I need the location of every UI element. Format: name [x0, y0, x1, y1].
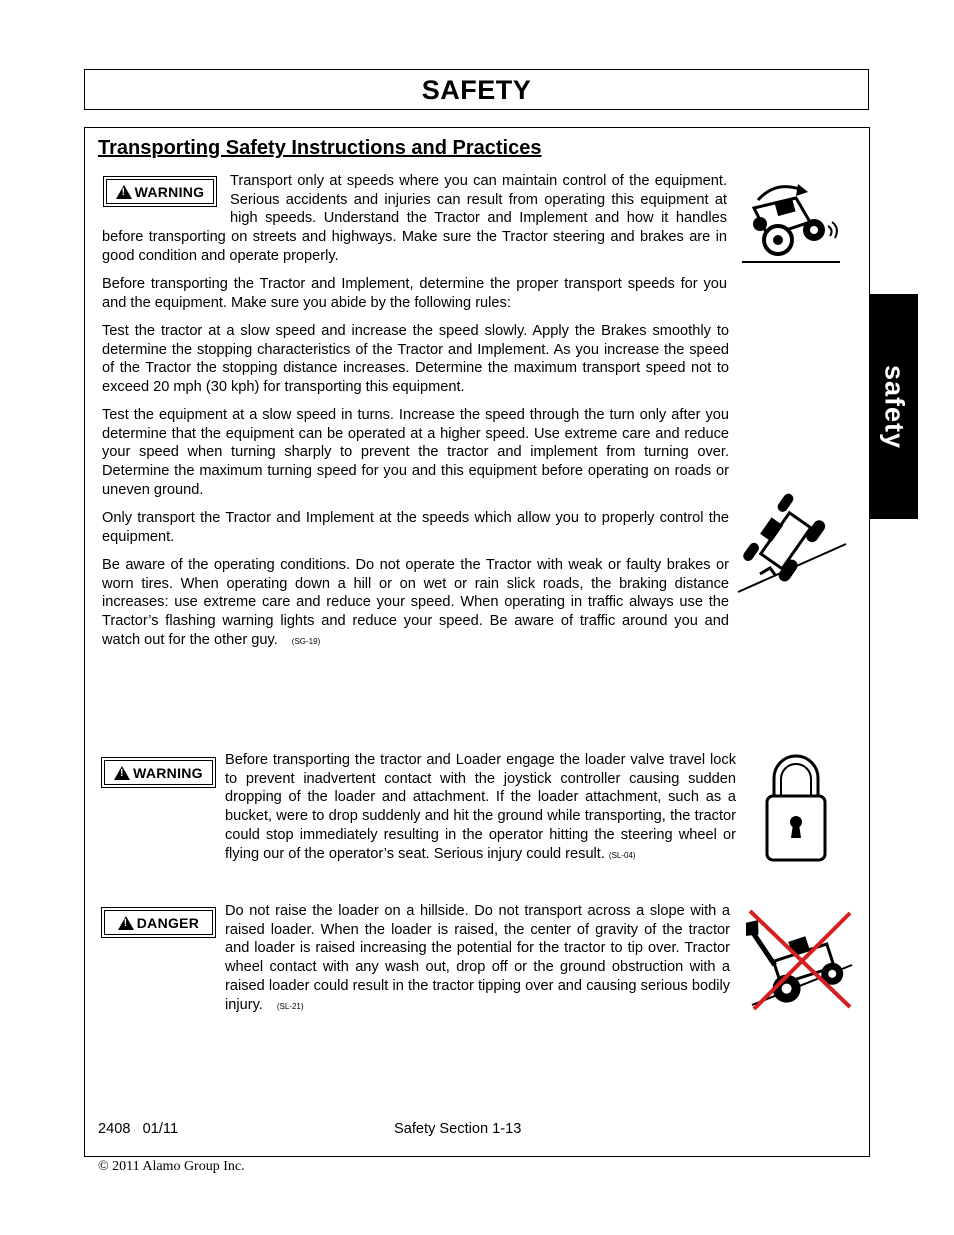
- code-reference: (SL-21): [276, 1001, 304, 1011]
- footer-page-number: Safety Section 1-13: [394, 1121, 522, 1137]
- paragraph-operating-conditions: [102, 556, 729, 652]
- paragraph-text: Transport only at speeds where you can maintain control of the equipment. Serious accidents and injuries can result from operating this equipment at high speeds. Understand the Tractor and Implement and how it handles before transporting on streets and highways. Make sure the Tractor steering and brakes are in good condition and operate properly.: [102, 173, 727, 264]
- warning-triangle-icon: [116, 185, 132, 199]
- code-reference: (SG-19): [291, 636, 321, 646]
- danger-label-text: DANGER: [136, 914, 200, 931]
- section-title: Transporting Safety Instructions and Practices: [98, 137, 542, 159]
- tractor-turning-icon: [736, 178, 842, 264]
- paragraph-text: Before transporting the tractor and Loader engage the loader valve travel lock to prevent inadvertent contact with the joystick controller causing sudden dropping of the loader and attachment. If the loader attachment, such as a bucket, were to drop suddenly and hit the ground while transporting, the tractor could stop immediately resulting in the operator hitting the steering wheel or flying our of the operator’s seat. Serious injury could result.: [225, 752, 736, 862]
- paragraph-rules-intro: Before transporting the Tractor and Implement, determine the proper transport speeds for you and the equipment. Make sure you abide by the following rules:: [102, 276, 727, 311]
- copyright-notice: © 2011 Alamo Group Inc.: [98, 1159, 245, 1174]
- warning-label: [103, 176, 217, 207]
- warning-label: [101, 757, 216, 788]
- no-raised-loader-icon: [746, 905, 856, 1011]
- paragraph-travel-lock: [225, 751, 736, 865]
- paragraph-text: Do not raise the loader on a hillside. Do not transport across a slope with a raised loader. When the loader is raised, the center of gravity of the tractor and loader is raised increasing the potential for the tractor to tip over. Tractor wheel contact with any wash out, drop off or the ground obstruction with a raised loader could result in the tractor tipping over and causing serious bodily injury.: [225, 903, 730, 1013]
- footer-doc-id: 2408 01/11: [98, 1121, 179, 1137]
- page-header-title: SAFETY: [421, 75, 532, 105]
- padlock-icon: [764, 752, 828, 864]
- code-reference: (SL-04): [608, 850, 636, 860]
- header-box: [84, 69, 869, 110]
- side-tab-label: safety: [879, 364, 909, 449]
- danger-triangle-icon: [118, 916, 134, 930]
- danger-label: [101, 907, 216, 938]
- paragraph-raised-loader: [225, 902, 730, 1016]
- paragraph-test-turns: Test the equipment at a slow speed in turns. Increase the speed through the turn only after you determine that the equipment can be operated at a higher speed. Use extreme care and reduce your speed when turning sharply to prevent the tractor and implement from turning over. Determine the maximum turning speed for you and this equipment before operating on roads or uneven ground.: [102, 407, 729, 498]
- side-tab: [869, 294, 918, 519]
- paragraph-test-speed: Test the tractor at a slow speed and increase the speed slowly. Apply the Brakes smoothly to determine the stopping characteristics of the Tractor and Implement. As you increase the speed of the Tractor the stopping distance increases. Determine the maximum transport speed not to exceed 20 mph (30 kph) for transporting this equipment.: [102, 323, 729, 396]
- paragraph-text: Be aware of the operating conditions. Do not operate the Tractor with weak or faulty brakes or worn tires. When operating down a hill or on wet or rain slick roads, the braking distance increases: use extreme care and reduce your speed. When operating in traffic always use the Tractor’s flashing warning lights and reduce your speed. Be aware of traffic around you and watch out for the other guy.: [102, 557, 729, 648]
- warning-triangle-icon: [114, 766, 130, 780]
- warning-label-text: WARNING: [133, 764, 203, 781]
- paragraph-control: Only transport the Tractor and Implement at the speeds which allow you to properly control the equipment.: [102, 510, 729, 545]
- tractor-slope-icon: [736, 492, 848, 596]
- warning-label-text: WARNING: [134, 183, 205, 200]
